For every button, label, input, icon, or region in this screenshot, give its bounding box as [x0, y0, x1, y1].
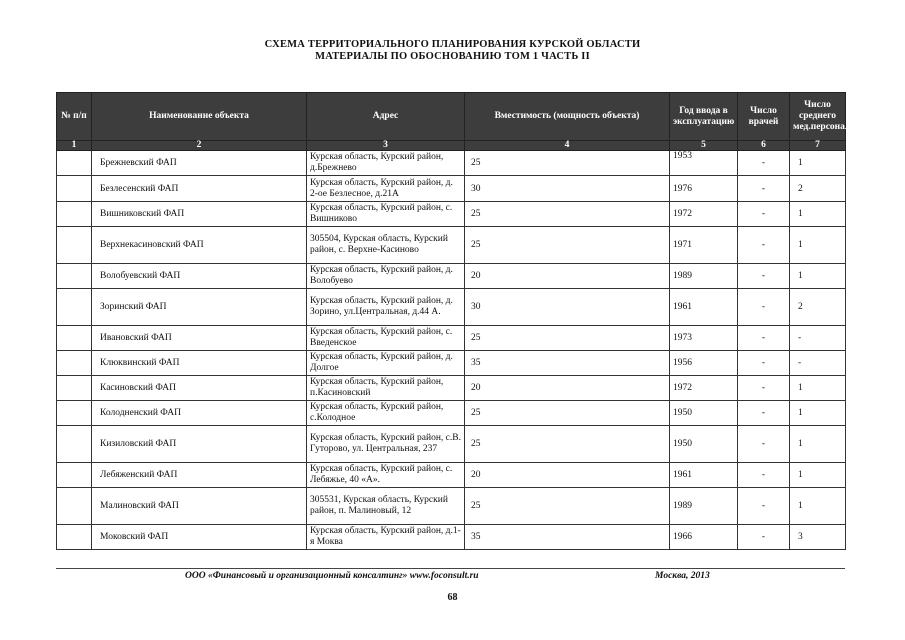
- cell-year: 1972: [670, 202, 738, 227]
- cell-doctors: -: [738, 463, 790, 488]
- cell-address: Курская область, Курский район, с. Вишниково: [307, 202, 465, 227]
- table-row: [57, 401, 846, 426]
- column-header-name: Наименование объекта: [92, 93, 307, 141]
- cell-capacity: 25: [465, 426, 670, 463]
- cell-capacity: 25: [465, 326, 670, 351]
- table-row: [57, 525, 846, 550]
- cell-doctors: -: [738, 401, 790, 426]
- table-header: [57, 93, 856, 151]
- cell-number: [57, 488, 92, 525]
- cell-doctors: -: [738, 151, 790, 176]
- cell-number: [57, 376, 92, 401]
- cell-year: 1950: [670, 426, 738, 463]
- cell-doctors: -: [738, 488, 790, 525]
- cell-doctors: -: [738, 351, 790, 376]
- cell-medstaff: 1: [790, 426, 846, 463]
- cell-capacity: 25: [465, 227, 670, 264]
- footer-place-date: Москва, 2013: [655, 571, 710, 581]
- cell-number: [57, 151, 92, 176]
- cell-year: 1953: [670, 151, 738, 176]
- cell-doctors: -: [738, 176, 790, 202]
- column-number-4: 4: [465, 141, 670, 151]
- column-header-medstaff: Число среднего мед.персонала: [790, 93, 846, 141]
- cell-address: Курская область, Курский район, д. Долгое: [307, 351, 465, 376]
- cell-doctors: -: [738, 525, 790, 550]
- cell-medstaff: 3: [790, 525, 846, 550]
- cell-capacity: 25: [465, 202, 670, 227]
- cell-medstaff: 2: [790, 289, 846, 326]
- cell-year: 1972: [670, 376, 738, 401]
- cell-address: Курская область, Курский район, д.1-я Моква: [307, 525, 465, 550]
- cell-medstaff: 1: [790, 202, 846, 227]
- table-row: [57, 227, 846, 264]
- cell-capacity: 30: [465, 176, 670, 202]
- cell-name: Клюквинский ФАП: [92, 351, 307, 376]
- cell-medstaff: 1: [790, 376, 846, 401]
- cell-address: 305531, Курская область, Курский район, п. Малиновый, 12: [307, 488, 465, 525]
- page-number: 68: [447, 592, 458, 603]
- table-row: [57, 351, 846, 376]
- cell-doctors: -: [738, 289, 790, 326]
- cell-doctors: -: [738, 326, 790, 351]
- cell-name: Брежневский ФАП: [92, 151, 307, 176]
- cell-year: 1973: [670, 326, 738, 351]
- table-body: [57, 151, 846, 550]
- table-row: [57, 326, 846, 351]
- footer-publisher: ООО «Финансовый и организационный консалтинг» www.foconsult.ru: [185, 571, 479, 581]
- table-row: [57, 376, 846, 401]
- cell-name: Малиновский ФАП: [92, 488, 307, 525]
- cell-name: Вишниковский ФАП: [92, 202, 307, 227]
- column-header-capacity: Вместимость (мощность объекта): [465, 93, 670, 141]
- cell-capacity: 20: [465, 463, 670, 488]
- cell-year: 1989: [670, 264, 738, 289]
- cell-medstaff: 1: [790, 463, 846, 488]
- cell-doctors: -: [738, 264, 790, 289]
- cell-capacity: 25: [465, 488, 670, 525]
- cell-capacity: 20: [465, 376, 670, 401]
- cell-medstaff: 2: [790, 176, 846, 202]
- cell-number: [57, 426, 92, 463]
- document-header: [0, 39, 905, 63]
- cell-name: Колодненский ФАП: [92, 401, 307, 426]
- cell-year: 1961: [670, 289, 738, 326]
- cell-name: Ивановский ФАП: [92, 326, 307, 351]
- cell-name: Касиновский ФАП: [92, 376, 307, 401]
- table-row: [57, 151, 846, 176]
- table-row: [57, 488, 846, 525]
- column-header-address: Адрес: [307, 93, 465, 141]
- facilities-table: [56, 92, 856, 550]
- column-number-6: 6: [738, 141, 790, 151]
- cell-doctors: -: [738, 227, 790, 264]
- table-row: [57, 463, 846, 488]
- cell-address: Курская область, Курский район, с. Введенское: [307, 326, 465, 351]
- cell-medstaff: 1: [790, 401, 846, 426]
- cell-doctors: -: [738, 202, 790, 227]
- cell-address: Курская область, Курский район, с.В. Гуторово, ул. Центральная, 237: [307, 426, 465, 463]
- cell-medstaff: 1: [790, 264, 846, 289]
- cell-year: 1971: [670, 227, 738, 264]
- cell-capacity: 35: [465, 351, 670, 376]
- cell-doctors: -: [738, 376, 790, 401]
- cell-capacity: 25: [465, 401, 670, 426]
- column-number-3: 3: [307, 141, 465, 151]
- cell-address: Курская область, Курский район, д. Волобуево: [307, 264, 465, 289]
- table-row: [57, 289, 846, 326]
- cell-address: Курская область, Курский район, с. Лебяжье, 40 «А».: [307, 463, 465, 488]
- cell-year: 1956: [670, 351, 738, 376]
- table-row: [57, 264, 846, 289]
- cell-capacity: 30: [465, 289, 670, 326]
- cell-address: Курская область, Курский район, с.Колодное: [307, 401, 465, 426]
- cell-number: [57, 401, 92, 426]
- cell-medstaff: 1: [790, 151, 846, 176]
- cell-number: [57, 289, 92, 326]
- cell-name: Зоринский ФАП: [92, 289, 307, 326]
- column-number-2: 2: [92, 141, 307, 151]
- cell-address: Курская область, Курский район, д. Зорино, ул.Центральная, д.44 А.: [307, 289, 465, 326]
- column-number-1: 1: [57, 141, 92, 151]
- cell-capacity: 25: [465, 151, 670, 176]
- cell-number: [57, 326, 92, 351]
- header-line-2: МАТЕРИАЛЫ ПО ОБОСНОВАНИЮ ТОМ 1 ЧАСТЬ II: [315, 51, 590, 62]
- cell-number: [57, 525, 92, 550]
- cell-year: 1989: [670, 488, 738, 525]
- cell-number: [57, 202, 92, 227]
- cell-year: 1966: [670, 525, 738, 550]
- cell-address: 305504, Курская область, Курский район, с. Верхне-Касиново: [307, 227, 465, 264]
- cell-year: 1976: [670, 176, 738, 202]
- cell-medstaff: -: [790, 326, 846, 351]
- cell-medstaff: -: [790, 351, 846, 376]
- cell-capacity: 35: [465, 525, 670, 550]
- column-header-year: Год ввода в эксплуатацию: [670, 93, 738, 141]
- column-number-5: 5: [670, 141, 738, 151]
- table-row: [57, 426, 846, 463]
- table-row: [57, 176, 846, 202]
- cell-number: [57, 351, 92, 376]
- column-number-7: 7: [790, 141, 846, 151]
- cell-capacity: 20: [465, 264, 670, 289]
- cell-year: 1961: [670, 463, 738, 488]
- column-header-number: № п/п: [57, 93, 92, 141]
- footer-divider: [56, 568, 845, 569]
- cell-year: 1950: [670, 401, 738, 426]
- column-header-doctors: Число врачей: [738, 93, 790, 141]
- cell-address: Курская область, Курский район, п.Касиновский: [307, 376, 465, 401]
- cell-medstaff: 1: [790, 227, 846, 264]
- cell-name: Безлесенский ФАП: [92, 176, 307, 202]
- cell-number: [57, 176, 92, 202]
- cell-number: [57, 264, 92, 289]
- header-line-1: СХЕМА ТЕРРИТОРИАЛЬНОГО ПЛАНИРОВАНИЯ КУРСКОЙ ОБЛАСТИ: [264, 39, 641, 50]
- cell-name: Волобуевский ФАП: [92, 264, 307, 289]
- cell-name: Моковский ФАП: [92, 525, 307, 550]
- cell-number: [57, 463, 92, 488]
- cell-number: [57, 227, 92, 264]
- cell-name: Лебяженский ФАП: [92, 463, 307, 488]
- cell-address: Курская область, Курский район, д. 2-ое Безлесное, д.21А: [307, 176, 465, 202]
- cell-medstaff: 1: [790, 488, 846, 525]
- cell-name: Кизиловский ФАП: [92, 426, 307, 463]
- cell-address: Курская область, Курский район, д.Брежнево: [307, 151, 465, 176]
- table-row: [57, 202, 846, 227]
- cell-name: Верхнекасиновский ФАП: [92, 227, 307, 264]
- cell-doctors: -: [738, 426, 790, 463]
